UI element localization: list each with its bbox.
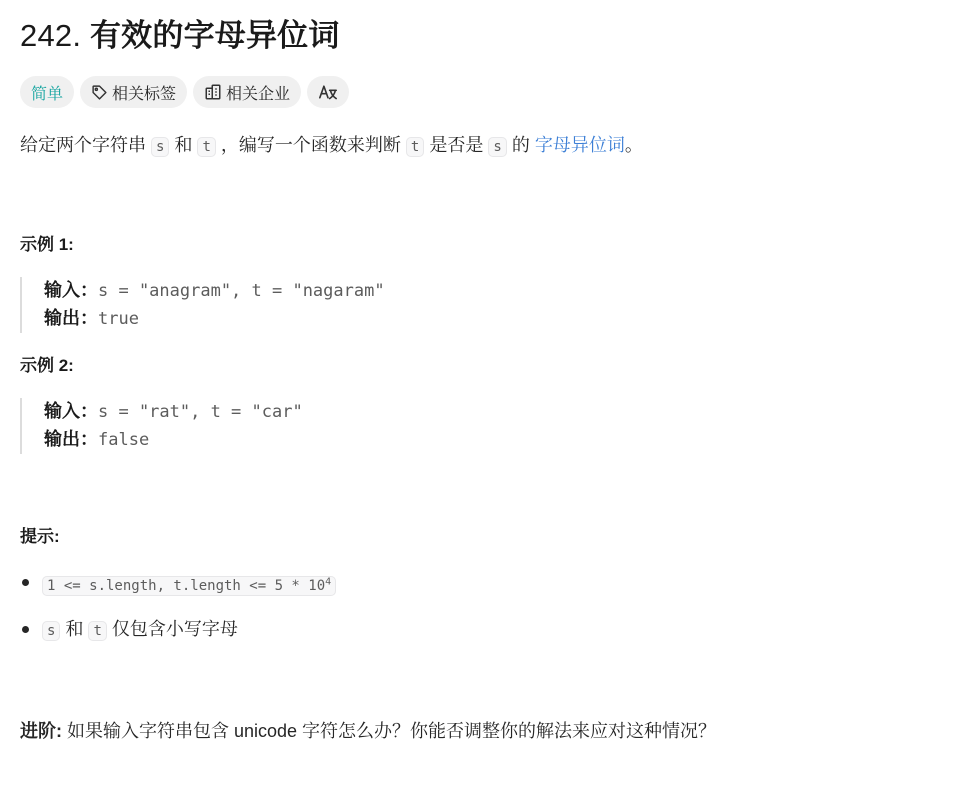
input-value: s = "rat", t = "car" (98, 402, 303, 422)
output-label: 输出： (44, 308, 98, 328)
inline-code-t: t (406, 137, 424, 157)
output-value: true (98, 309, 139, 329)
problem-title (20, 14, 943, 58)
constraint-length (42, 576, 336, 596)
follow-up-label: 进阶: (20, 720, 62, 741)
translate-icon (318, 83, 338, 101)
follow-up-text: 如果输入字符串包含 unicode 字符怎么办？你能否调整你的解法来应对这种情况？ (62, 720, 717, 741)
output-label: 输出： (44, 429, 98, 449)
statement-text: 给定两个字符串 (20, 135, 152, 155)
related-companies-label: 相关企业 (226, 85, 291, 103)
constraint-text: 1 <= s.length, t.length <= 5 * 10 (47, 577, 326, 594)
problem-name: 有效的字母异位词 (89, 18, 340, 53)
example-2-block (20, 398, 943, 454)
example-1-output-row (44, 305, 943, 333)
problem-number: 242. (20, 18, 82, 53)
example-2-title: 示例 2: (20, 356, 74, 375)
translate-button[interactable] (307, 76, 349, 108)
input-label: 输入： (44, 280, 98, 300)
input-label: 输入： (44, 401, 98, 421)
statement-text: 的 (506, 135, 535, 155)
difficulty-badge[interactable]: 简单 (20, 76, 74, 108)
inline-code-s: s (488, 137, 506, 157)
problem-description (20, 14, 943, 746)
constraint-text: 仅包含小写字母 (106, 618, 238, 639)
inline-code-s: s (151, 137, 169, 157)
list-item (20, 567, 943, 601)
constraints-title: 提示: (20, 527, 60, 546)
statement-text: ，编写一个函数来判断 (215, 135, 406, 155)
exponent: 4 (325, 576, 332, 587)
tag-icon (91, 84, 108, 101)
tag-bar (20, 76, 943, 108)
list-item (20, 614, 943, 646)
input-value: s = "anagram", t = "nagaram" (98, 281, 385, 301)
problem-statement (20, 130, 943, 162)
statement-text: 。 (624, 135, 643, 155)
inline-code-s: s (42, 621, 60, 641)
statement-text: 是否是 (424, 135, 489, 155)
inline-code-t: t (88, 621, 106, 641)
example-1-title: 示例 1: (20, 235, 74, 254)
building-icon (204, 83, 222, 101)
related-companies-button[interactable] (193, 76, 301, 108)
follow-up (20, 716, 943, 746)
constraints-list (20, 567, 943, 646)
inline-code-t: t (197, 137, 215, 157)
example-2-input-row (44, 398, 943, 426)
example-2-output-row (44, 426, 943, 454)
constraint-text: 和 (60, 618, 89, 639)
related-tags-label: 相关标签 (112, 85, 177, 103)
output-value: false (98, 430, 150, 450)
related-tags-button[interactable] (80, 76, 187, 108)
anagram-definition-link[interactable]: 字母异位词 (534, 135, 625, 155)
example-1-input-row (44, 277, 943, 305)
example-1-block (20, 277, 943, 333)
statement-text: 和 (169, 135, 198, 155)
